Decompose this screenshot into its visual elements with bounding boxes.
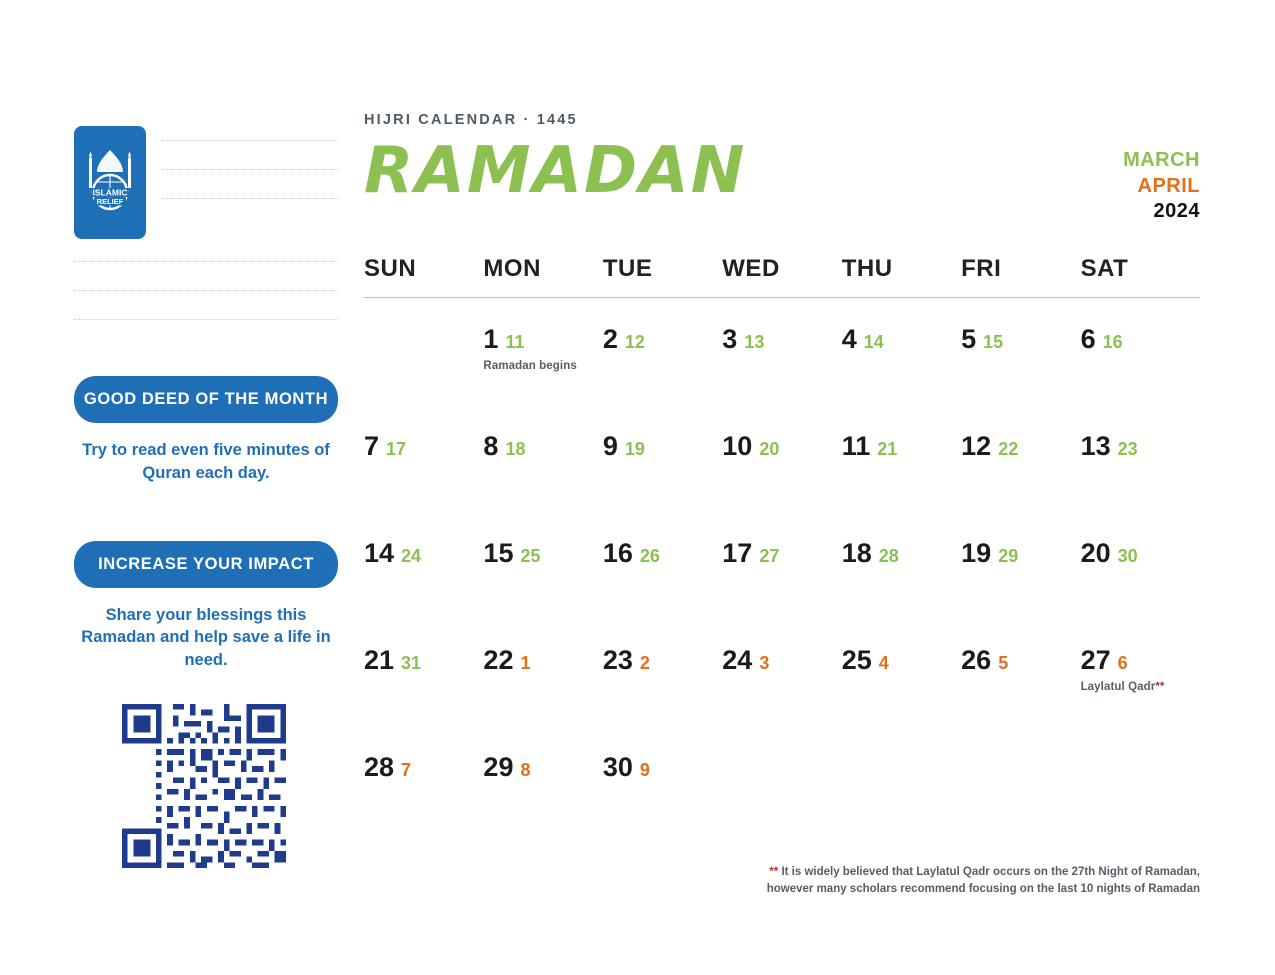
hijri-day: 29 [998,545,1019,566]
day-numbers [483,645,602,676]
gregorian-day: 29 [483,751,514,782]
day-numbers [1081,431,1200,462]
day-numbers [483,752,602,783]
hijri-day: 26 [639,545,660,566]
day-numbers [483,324,602,355]
gregorian-day: 14 [364,537,395,568]
day-note: Ramadan begins [483,359,577,372]
day-numbers [364,538,483,569]
qr-code[interactable] [122,704,286,868]
gregorian-day: 24 [722,644,753,675]
calendar-day-cell[interactable] [483,298,602,405]
increase-impact-caption: Share your blessings this Ramadan and help save a life in need. [81,605,331,670]
day-numbers [722,538,841,569]
gregorian-day: 5 [961,323,977,354]
gregorian-day: 1 [483,323,499,354]
logo-block [74,126,338,239]
gregorian-day: 7 [364,430,380,461]
note-line [162,140,338,141]
calendar-day-cell[interactable] [483,619,602,726]
day-numbers [1081,538,1200,569]
gregorian-day: 20 [1080,537,1111,568]
note-line [74,261,338,262]
day-numbers [722,324,841,355]
calendar-day-cell[interactable] [961,298,1080,405]
day-numbers [603,324,722,355]
gregorian-day: 17 [722,537,753,568]
calendar-week [364,298,1200,405]
calendar-week [364,405,1200,512]
calendar-day-cell[interactable] [364,726,483,833]
hijri-day: 15 [983,331,1004,352]
footnote [760,864,1200,899]
calendar-day-cell[interactable] [483,512,602,619]
hijri-day: 16 [1102,331,1123,352]
calendar-day-cell[interactable] [364,512,483,619]
gregorian-day: 3 [722,323,738,354]
calendar-week [364,726,1200,833]
hijri-day: 9 [639,759,650,780]
hijri-day: 30 [1117,545,1138,566]
note-line [162,198,338,199]
date-range [1123,148,1200,225]
good-deed-caption: Try to read even five minutes of Quran each day. [82,441,330,482]
hijri-day: 13 [744,331,765,352]
calendar-day-cell[interactable] [1081,405,1200,512]
day-numbers [842,645,961,676]
increase-impact-heading: INCREASE YOUR IMPACT [74,541,338,588]
gregorian-day: 27 [1080,644,1111,675]
calendar-day-cell[interactable] [603,726,722,833]
calendar-empty-cell [364,298,483,405]
calendar-day-cell[interactable] [483,405,602,512]
calendar-empty-cell [842,726,961,833]
calendar-day-cell[interactable] [603,405,722,512]
day-numbers [961,431,1080,462]
day-numbers [483,431,602,462]
gregorian-day: 25 [841,644,872,675]
calendar-day-cell[interactable] [842,512,961,619]
hijri-day: 23 [1117,438,1138,459]
hijri-day: 5 [998,652,1009,673]
calendar-empty-cell [961,726,1080,833]
page-title: RAMADAN [364,134,747,208]
calendar-day-cell[interactable] [842,619,961,726]
calendar-day-cell[interactable] [722,298,841,405]
weekday-fri: FRI [961,254,1002,282]
weekday-thu: THU [841,254,893,282]
gregorian-day: 10 [722,430,753,461]
gregorian-day: 18 [841,537,872,568]
calendar-day-cell[interactable] [842,298,961,405]
calendar-week [364,512,1200,619]
gregorian-day: 12 [961,430,992,461]
calendar-grid [364,298,1200,833]
day-numbers [961,324,1080,355]
gregorian-day: 9 [602,430,618,461]
calendar-day-cell[interactable] [364,405,483,512]
calendar-day-cell[interactable] [603,512,722,619]
calendar-day-cell[interactable] [961,405,1080,512]
hijri-day: 21 [877,438,898,459]
day-numbers [961,538,1080,569]
hijri-day: 18 [505,438,526,459]
calendar-day-cell[interactable] [603,298,722,405]
gregorian-day: 2 [602,323,618,354]
hijri-day: 24 [401,545,422,566]
gregorian-day: 30 [602,751,633,782]
day-numbers [722,645,841,676]
hijri-day: 19 [624,438,645,459]
calendar-day-cell[interactable] [961,619,1080,726]
hijri-day: 1 [520,652,531,673]
calendar-day-cell[interactable] [722,405,841,512]
gregorian-day: 15 [483,537,514,568]
day-numbers [603,752,722,783]
day-numbers [603,431,722,462]
calendar-empty-cell [1081,726,1200,833]
calendar-day-cell[interactable] [364,619,483,726]
hijri-day: 22 [998,438,1019,459]
gregorian-day: 21 [364,644,395,675]
weekday-wed: WED [722,254,780,282]
calendar-day-cell[interactable] [1081,298,1200,405]
calendar [364,112,1200,896]
gregorian-day: 28 [364,751,395,782]
hijri-day: 31 [401,652,422,673]
gregorian-day: 26 [961,644,992,675]
day-numbers [1081,645,1200,676]
note-lines-top [162,140,338,199]
hijri-day: 20 [759,438,780,459]
hijri-day: 3 [759,652,770,673]
footnote-text: It is widely believed that Laylatul Qadr occurs on the 27th Night of Ramadan, however many scholars recommend focusing on the last 10 nights of Ramadan [766,866,1200,896]
hijri-day: 11 [505,331,525,352]
hijri-day: 7 [401,759,412,780]
islamic-relief-logo-icon [74,126,146,239]
weekday-sat: SAT [1080,254,1129,282]
gregorian-day: 13 [1080,430,1111,461]
calendar-empty-cell [722,726,841,833]
calendar-day-cell[interactable] [1081,619,1200,726]
day-numbers [364,752,483,783]
day-numbers [483,538,602,569]
year: 2024 [1153,200,1200,223]
day-numbers [603,538,722,569]
weekday-sun: SUN [364,254,417,282]
gregorian-day: 19 [961,537,992,568]
day-numbers [961,645,1080,676]
hijri-day: 25 [520,545,541,566]
day-numbers [364,431,483,462]
weekday-tue: TUE [602,254,653,282]
gregorian-day: 11 [841,430,871,461]
svg-text:ISLAMIC: ISLAMIC [92,186,128,197]
hijri-day: 8 [520,759,531,780]
calendar-week [364,619,1200,726]
calendar-day-cell[interactable] [842,405,961,512]
day-note: Laylatul Qadr** [1080,680,1165,693]
day-numbers [364,645,483,676]
calendar-day-cell[interactable] [722,619,841,726]
gregorian-day: 22 [483,644,514,675]
hijri-day: 2 [639,652,650,673]
calendar-day-cell[interactable] [1081,512,1200,619]
gregorian-day: 16 [602,537,633,568]
weekday-mon: MON [483,254,541,282]
hijri-day: 4 [878,652,889,673]
hijri-day: 12 [624,331,645,352]
gregorian-day: 4 [841,323,857,354]
day-numbers [842,324,961,355]
note-line [74,290,338,291]
calendar-day-cell[interactable] [722,512,841,619]
svg-text:RELIEF: RELIEF [96,196,124,206]
hijri-day: 6 [1117,652,1128,673]
day-numbers [1081,324,1200,355]
gregorian-day: 23 [602,644,633,675]
month-secondary: APRIL [1137,174,1200,197]
note-line [162,169,338,170]
hijri-day: 17 [386,438,407,459]
month-primary: MARCH [1123,149,1200,171]
hijri-day: 28 [878,545,899,566]
calendar-day-cell[interactable] [961,512,1080,619]
weekday-header [364,255,1200,298]
hijri-day: 27 [759,545,780,566]
gregorian-day: 8 [483,430,499,461]
day-numbers [842,431,961,462]
hijri-day: 14 [863,331,884,352]
day-numbers [603,645,722,676]
day-numbers [722,431,841,462]
note-lines-bottom [74,261,338,320]
footnote-marker: ** [769,866,779,878]
sidebar [74,126,338,868]
gregorian-day: 6 [1080,323,1096,354]
calendar-kicker: HIJRI CALENDAR · 1445 [364,112,578,128]
calendar-day-cell[interactable] [483,726,602,833]
good-deed-heading: GOOD DEED OF THE MONTH [74,376,338,423]
day-numbers [842,538,961,569]
calendar-day-cell[interactable] [603,619,722,726]
